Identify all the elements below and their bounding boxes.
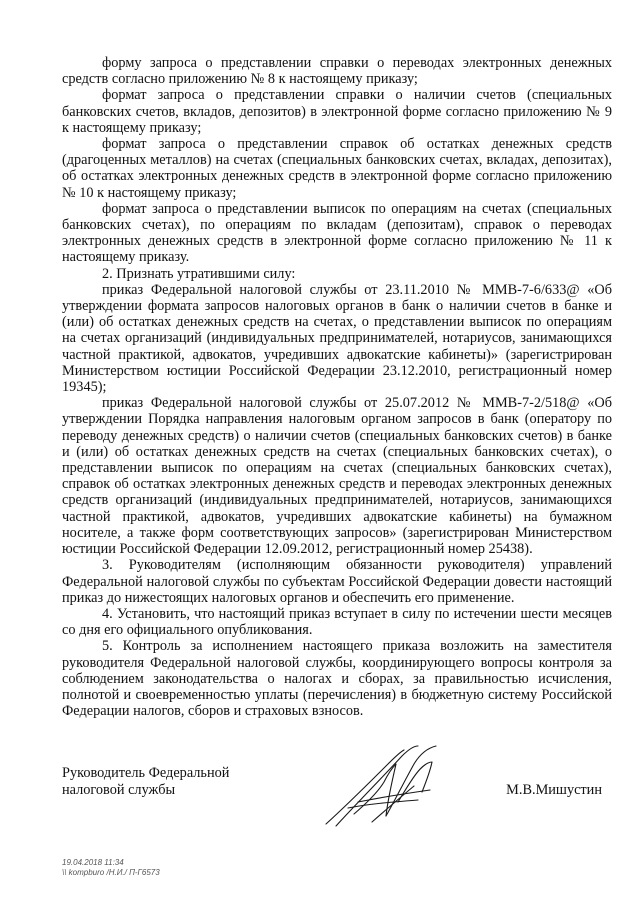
signatory-position-line2: налоговой службы — [62, 782, 176, 798]
signatory-name: М.В.Мишустин — [506, 782, 602, 798]
paragraph-format-10: формат запроса о представлении справок об остатках денежных средств (драгоценных металлов) на счетах (специальных банковских счетах, вкладах, депозитах), об остатках электронных денежных средств в электронной форме согласно приложению № 10 к настоящему приказу; — [62, 136, 612, 201]
document-footer — [62, 858, 160, 878]
handwritten-signature — [318, 742, 458, 832]
document-body — [62, 55, 612, 719]
footer-file-path: \\ kompburo /Н.И./ П-Г6573 — [62, 868, 160, 877]
paragraph-form-8: форму запроса о представлении справки о переводах электронных денежных средств согласно приложению № 8 к настоящему приказу; — [62, 55, 612, 88]
paragraph-item-4: 4. Установить, что настоящий приказ вступает в силу по истечении шести месяцев со дня его официального опубликования. — [62, 605, 612, 639]
signatory-position-line1: Руководитель Федеральной — [62, 765, 230, 781]
paragraph-format-9: формат запроса о представлении справки о наличии счетов (специальных банковских счетов, вкладов, депозитов) в электронной форме согласно приложению № 9 к настоящему приказу; — [62, 87, 612, 136]
paragraph-item-3: 3. Руководителям (исполняющим обязанности руководителя) управлений Федеральной налоговой службы по субъектам Российской Федерации довести настоящий приказ до нижестоящих налоговых органов и обеспечить его применение. — [62, 557, 612, 606]
paragraph-order-518: приказ Федеральной налоговой службы от 25.07.2012 № ММВ-7-2/518@ «Об утверждении Порядка направления налоговым органом запросов в банк (оператору по переводу денежных средств) о наличии счетов (специальных банковских счетов) в банке и (или) об остатках денежных средств на счетах (специальных банковских счетах), о представлении выписок по операциям на счетах (специальных банковских счетах), справок об остатках электронных денежных средств и переводах электронных денежных средств организаций (индивидуальных предпринимателей, нотариусов, занимающихся частной практикой, адвокатов, учредивших адвокатские кабинеты) на бумажном носителе, а также форм соответствующих запросов» (зарегистрирован Министерством юстиции Российской Федерации 12.09.2012, регистрационный номер 25438). — [62, 395, 612, 558]
paragraph-order-633: приказ Федеральной налоговой службы от 23.11.2010 № ММВ-7-6/633@ «Об утверждении формата запросов налоговых органов в банк о наличии счетов в банке и (или) об остатках денежных средств на счетах, о представлении выписок по операциям на счетах организаций (индивидуальных предпринимателей, нотариусов, занимающихся частной практикой, адвокатов, учредивших адвокатские кабинеты)» (зарегистрирован Министерством юстиции Российской Федерации 23.12.2010, регистрационный номер 19345); — [62, 281, 612, 396]
paragraph-format-11: формат запроса о представлении выписок по операциям на счетах (специальных банковских счетах), по операциям по вкладам (депозитам), справок о переводах электронных денежных средств в электронной форме согласно приложению № 11 к настоящему приказу. — [62, 200, 612, 266]
paragraph-item-5: 5. Контроль за исполнением настоящего приказа возложить на заместителя руководителя Федеральной налоговой службы, координирующего вопросы контроля за соблюдением законодательства о налогах и сборах, за правильностью исчисления, полнотой и своевременностью уплаты (перечисления) в бюджетную систему Российской Федерации налогов, сборов и страховых взносов. — [62, 638, 612, 720]
footer-timestamp: 19.04.2018 11:34 — [62, 858, 124, 867]
paragraph-item-2: 2. Признать утратившими силу: — [102, 265, 296, 282]
signatory-position — [62, 765, 229, 799]
